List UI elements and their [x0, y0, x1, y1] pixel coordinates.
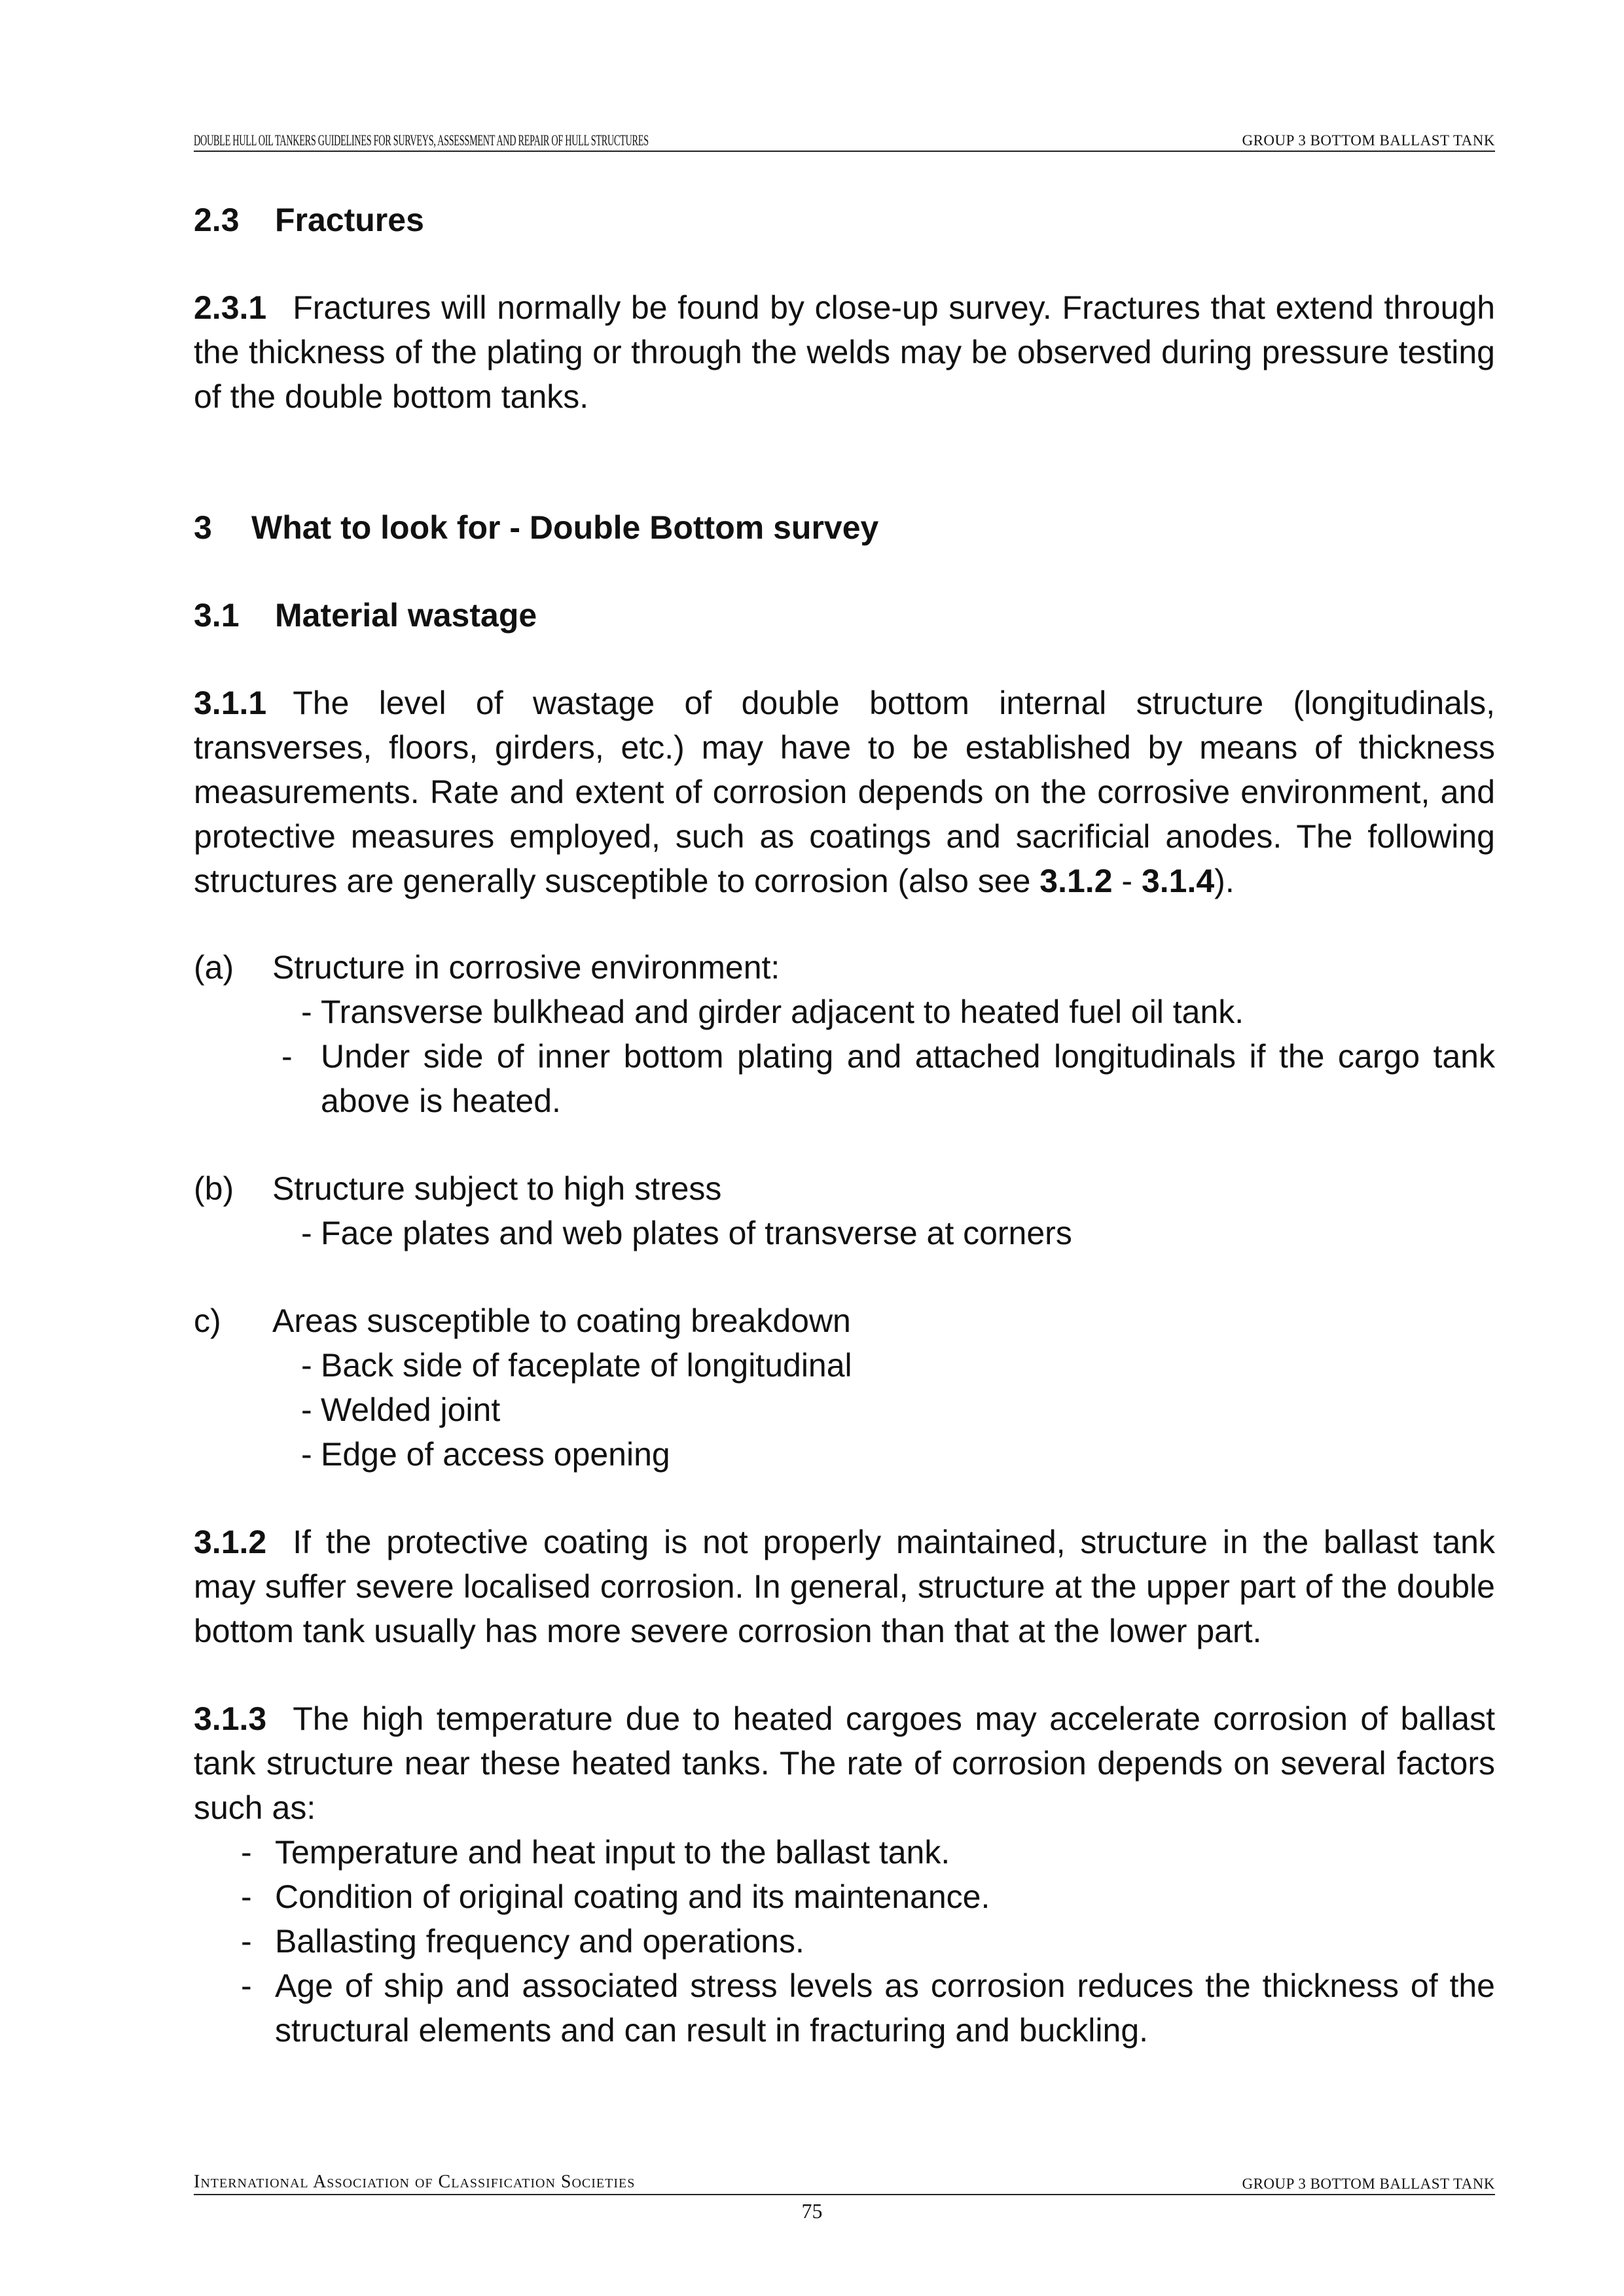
header-section-title: GROUP 3 BOTTOM BALLAST TANK: [1242, 132, 1495, 149]
paragraph-text: If the protective coating is not properly maintained, structure in the ballast tank may suffer severe localised corrosion. In general, structure at the upper part of the double bottom tank usually has more severe corrosion than that at the lower part.: [194, 1524, 1495, 1649]
list-subitem-text: Welded joint: [321, 1391, 501, 1428]
section-3: [194, 505, 1495, 550]
dash: -: [241, 1878, 252, 1915]
factor-list: [241, 1830, 1495, 2053]
page-header: [194, 128, 1495, 152]
dash: -: [301, 1215, 312, 1251]
list-label: (a): [194, 949, 234, 986]
list-item: [241, 1874, 1495, 1919]
dash: -: [241, 1834, 252, 1871]
section-heading: [194, 505, 1495, 550]
list-subitem-text: Edge of access opening: [321, 1436, 670, 1473]
section-number: 3: [194, 509, 212, 546]
list-title: Structure subject to high stress: [272, 1170, 722, 1207]
list-subitem: [301, 1343, 1495, 1388]
reference-separator: -: [1112, 863, 1142, 899]
section-title: Material wastage: [275, 597, 537, 634]
footer-section-title: GROUP 3 BOTTOM BALLAST TANK: [1242, 2176, 1495, 2192]
dash: -: [301, 1436, 312, 1473]
list-label: c): [194, 1302, 221, 1339]
paragraph-number: 3.1.3: [194, 1700, 267, 1737]
list-title: Areas susceptible to coating breakdown: [272, 1302, 851, 1339]
paragraph-text: The level of wastage of double bottom internal structure (longitudinals, transverses, floors, girders, etc.) may have to be established by means of thickness measurements. Rate and extent of corrosion depends on the corrosive environment, and protective measures employed, such as coatings and sacrificial anodes. The following structures are generally susceptible to corrosion (also see: [194, 685, 1495, 899]
list-subitem-text: Under side of inner bottom plating and attached longitudinals if the cargo tank above is heated.: [321, 1038, 1495, 1119]
list-item: [241, 1919, 1495, 1964]
paragraph-text-end: ).: [1214, 863, 1235, 899]
section-title: Fractures: [275, 202, 424, 238]
page-number: 75: [801, 2199, 823, 2223]
section-number: 2.3: [194, 202, 240, 238]
paragraph-2-3-1: [194, 285, 1495, 419]
paragraph-3-1-1: [194, 681, 1495, 903]
paragraph-number: 2.3.1: [194, 289, 267, 326]
paragraph-number: 3.1.1: [194, 685, 267, 721]
list-item-text: Age of ship and associated stress levels as corrosion reduces the thickness of the structural elements and can result in fracturing and buckling.: [275, 1967, 1495, 2049]
list-item-text: Ballasting frequency and operations.: [275, 1923, 804, 1960]
footer-organization: International Association of Classification Societies: [194, 2172, 636, 2192]
dash: -: [241, 1923, 252, 1960]
list-subitem-text: Back side of faceplate of longitudinal: [321, 1347, 852, 1384]
dash: -: [281, 1038, 293, 1075]
dash: -: [241, 1967, 252, 2004]
list-subitem: [281, 1034, 1495, 1123]
paragraph-text: Fractures will normally be found by close-up survey. Fractures that extend through the thickness of the plating or through the welds may be observed during pressure testing of the double bottom tanks.: [194, 289, 1495, 415]
section-title: What to look for - Double Bottom survey: [251, 509, 879, 546]
list-subitem-text: Face plates and web plates of transverse at corners: [321, 1215, 1072, 1251]
dash: -: [301, 1391, 312, 1428]
cross-reference: 3.1.2: [1039, 863, 1113, 899]
section-3-1: [194, 593, 1495, 637]
list-subitem: [301, 1211, 1495, 1255]
cross-reference: 3.1.4: [1141, 863, 1215, 899]
section-2-3: [194, 198, 1495, 242]
dash: -: [301, 1347, 312, 1384]
paragraph-text: The high temperature due to heated cargoes may accelerate corrosion of ballast tank structure near these heated tanks. The rate of corrosion depends on several factors such as:: [194, 1700, 1495, 1826]
header-document-title: DOUBLE HULL OIL TANKERS GUIDELINES FOR SURVEYS, ASSESSMENT AND REPAIR OF HULL STRUCTURES: [194, 132, 649, 149]
list-item-text: Temperature and heat input to the ballast tank.: [275, 1834, 950, 1871]
list-label: (b): [194, 1170, 234, 1207]
list-subitem: [301, 1388, 1495, 1432]
dash: -: [301, 994, 312, 1030]
page-footer: [194, 2172, 1495, 2195]
list-subitem-text: Transverse bulkhead and girder adjacent to heated fuel oil tank.: [321, 994, 1244, 1030]
section-heading: [194, 593, 1495, 637]
list-title: Structure in corrosive environment:: [272, 949, 780, 986]
paragraph-3-1-3: [194, 1696, 1495, 1830]
paragraph-3-1-2: [194, 1520, 1495, 1653]
list-item: [241, 1964, 1495, 2053]
list-subitem: [301, 990, 1495, 1034]
section-number: 3.1: [194, 597, 240, 634]
list-item: [241, 1830, 1495, 1874]
section-heading: [194, 198, 1495, 242]
list-item-text: Condition of original coating and its maintenance.: [275, 1878, 990, 1915]
list-subitem: [301, 1432, 1495, 1477]
paragraph-number: 3.1.2: [194, 1524, 267, 1560]
